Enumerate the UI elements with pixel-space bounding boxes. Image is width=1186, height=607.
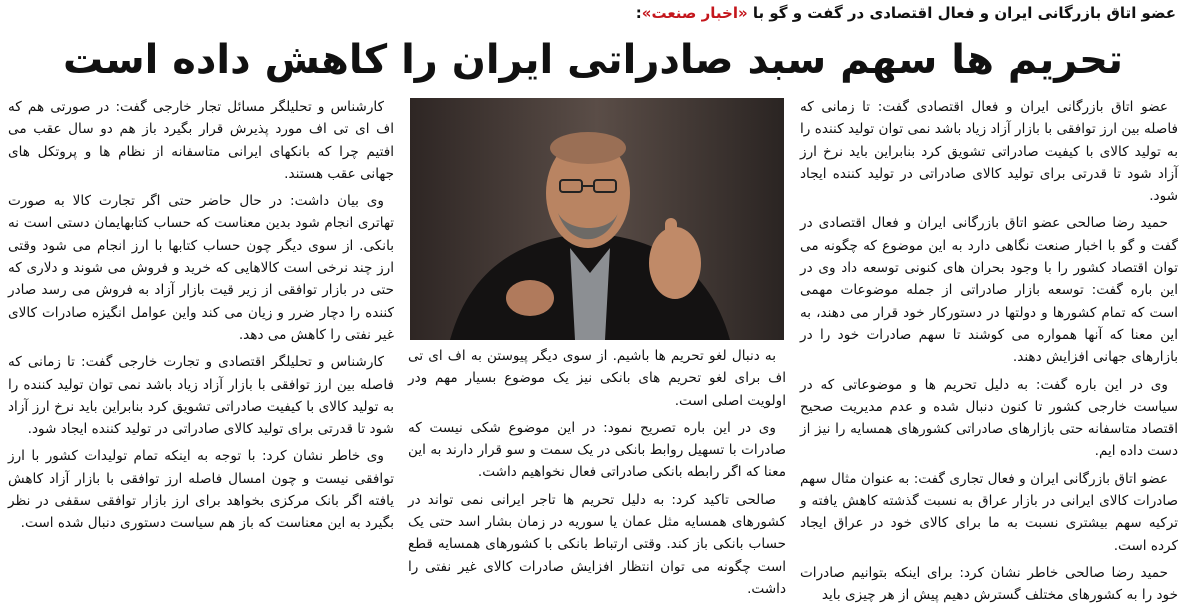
kicker-source: «اخبار صنعت» (641, 4, 748, 22)
paragraph: کارشناس و تحلیلگر مسائل تجار خارجی گفت: در صورتی هم که اف ای تی اف مورد پذیرش قرار بگیرد باز هم دو سال عقب می افتیم چرا که بانکهای ایرانی متاسفانه از نظام ها و پروتکل های جهانی عقب هستند. (8, 99, 394, 182)
headline: تحریم ها سهم سبد صادراتی ایران را کاهش داده است (62, 37, 1124, 83)
paragraph: حمید رضا صالحی عضو اتاق بازرگانی ایران و فعال اقتصادی در گفت و گو با اخبار صنعت نگاهی دارد به این موضوع که چگونه می توان اقتصاد کشور را با وجود بحران های کنونی توسعه داد وی در این باره گفت: توسعه بازار صادراتی از جمله موضوعات مهمی است که تمام کشورها و دولتها در دستورکار خود قرار می دهند، به این معنا که آنها همواره می کوشند تا سهم صادرات خود را در بازارهای جهانی افزایش دهند. (800, 215, 1178, 366)
kicker-line (10, 2, 1176, 24)
paragraph: وی در این باره گفت: به دلیل تحریم ها و موضوعاتی که در سیاست خارجی کشور تا کنون دنبال شده و عدم مدیریت صحیح اقتصاد متاسفانه حتی بازارهای صادراتی کشورهای همسایه را نیز از دست داده ایم. (800, 376, 1178, 460)
kicker-prefix: عضو اتاق بازرگانی ایران و فعال اقتصادی در گفت و گو با (747, 4, 1176, 22)
portrait-illustration (410, 98, 784, 340)
paragraph: به دنبال لغو تحریم ها باشیم. از سوی دیگر پیوستن به اف ای تی اف برای لغو تحریم های بانکی نیز یک موضوع بسیار مهم ودر اولویت اصلی است. (408, 348, 786, 409)
portrait-photo (410, 98, 784, 340)
paragraph: وی بیان داشت: در حال حاضر حتی اگر تجارت کالا به صورت تهاتری انجام شود بدین معناست که حساب کتابهایمان دستی است نه بانکی. از سوی دیگر چون حساب کتابها با ارز انجام می شود وقتی ارز چند نرخی است کالاهایی که خرید و فروش می شوند و دلاری که حتی در بازار توافقی از زیر قیت بازار آزاد به فروش می رسد صادر کننده را دچار ضرر و زیان می کند واین عوامل انگیزه صادرات کالای غیر نفتی را کاهش می دهد. (8, 193, 394, 343)
paragraph: حمید رضا صالحی خاطر نشان کرد: برای اینکه بتوانیم صادرات خود را به کشورهای مختلف گسترش دهیم پیش از هر چیزی باید (800, 564, 1178, 604)
column-left (8, 96, 394, 593)
paragraph: وی در این باره تصریح نمود: در این موضوع شکی نیست که صادرات با تسهیل روابط بانکی در یک سمت و سو قرار دارند به این معنا که اگر رابطه بانکی صادراتی فعال نخواهیم داشت. (408, 419, 786, 481)
column-middle (408, 345, 786, 597)
paragraph: وی خاطر نشان کرد: با توجه به اینکه تمام تولیدات کشور با ارز توافقی نیست و چون امسال فاصله ارز توافقی با بازار آزاد کاهش یافته اگر بانک مرکزی بخواهد برای ارز بازار توافقی سقفی در نظر بگیرد به این معناست که باز هم سیاست دستوری دنبال شده است. (8, 448, 394, 532)
column-right (800, 96, 1178, 604)
kicker-suffix: : (635, 4, 642, 22)
paragraph: صالحی تاکید کرد: به دلیل تحریم ها تاجر ایرانی نمی تواند در کشورهای همسایه مثل عمان یا سوریه در زمان بشار اسد حتی یک حساب بانکی باز کند. وقتی ارتباط بانکی با کشورهای همسایه قطع است چگونه می توان انتظار افزایش صادرات کالای غیر نفتی را داشت. (408, 491, 786, 597)
paragraph: عضو اتاق بازرگانی ایران و فعال تجاری گفت: به عنوان مثال سهم صادرات کالای ایرانی در بازار عراق به نسبت گذشته کاهش یافته و ترکیه سهم بیشتری نسبت به ما برای کالای خود در عراق ایجاد کرده است. (800, 470, 1178, 554)
paragraph: کارشناس و تحلیلگر اقتصادی و تجارت خارجی گفت: تا زمانی که فاصله بین ارز توافقی با بازار آزاد زیاد باشد نمی توان تولید کننده را به تولید کالای با کیفیت صادراتی تشویق کرد بنابراین باید نرخ ارز آزاد شود تا قدرتی برای تولید کالای صادراتی در تولید کننده ایجاد شود. (8, 354, 394, 438)
paragraph: عضو اتاق بازرگانی ایران و فعال اقتصادی گفت: تا زمانی که فاصله بین ارز توافقی با بازار آزاد زیاد باشد نمی توان تولید کننده را به تولید کالای با کیفیت صادراتی تشویق کرد بنابراین باید نرخ ارز آزاد شود تا قدرتی برای تولید کالای صادراتی در تولید کننده ایجاد شود. (800, 99, 1178, 205)
